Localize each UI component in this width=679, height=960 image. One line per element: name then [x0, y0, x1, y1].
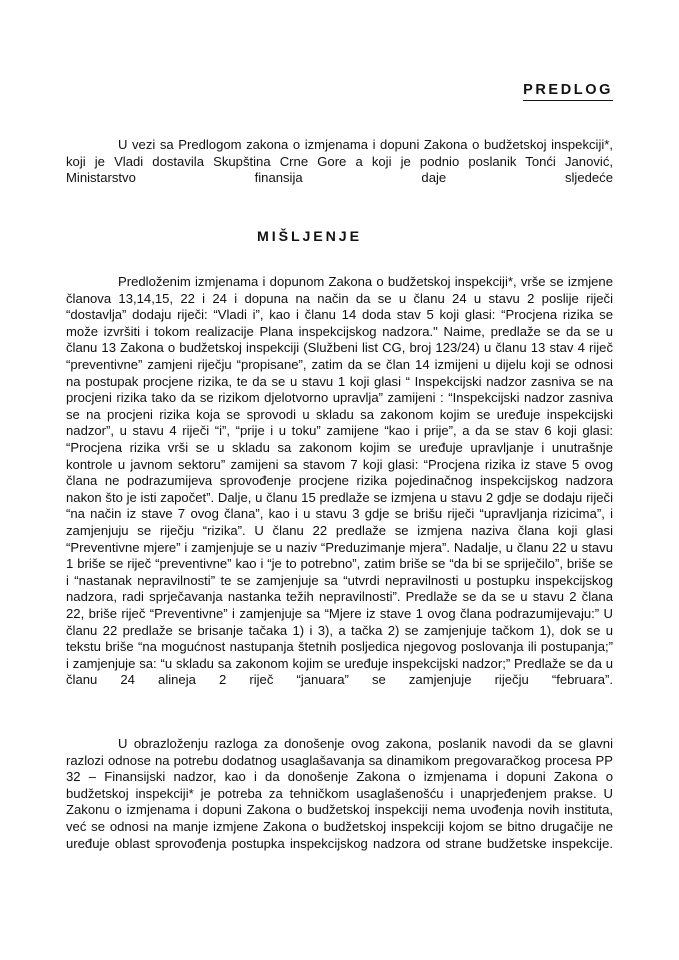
section-title-misljenje: MIŠLJENJE — [257, 229, 362, 245]
closing-paragraph: U obrazloženju razloga za donošenje ovog zakona, poslanik navodi da se glavni razlozi odnose na potrebu dodatnog usaglašavanja sa dinamikom pregovaračkog procesa PP 32 – Finansijski nadzor, kao i da donošenje Zakona o izmjenama i dopuni Zakona o budžetskoj inspekciji* je potreba za tehničkom usaglašenošću i unaprjeđenjem prakse. U Zakonu o izmjenama i dopuni Zakona o budžetskoj inspekciji nema uvođenja novih instituta, već se odnosi na manje izmjene Zakona o budžetskoj inspekciji kojom se bitno drugačije ne uređuje oblast sprovođenja postupka inspekcijskog nadzora od strane budžetske inspekcije. — [66, 736, 613, 851]
intro-paragraph: U vezi sa Predlogom zakona o izmjenama i dopuni Zakona o budžetskoj inspekciji*, koji je Vladi dostavila Skupština Crne Gore a koji je podnio poslanik Tonći Janović, Ministarstvo finansija daje sljedeće — [66, 137, 613, 186]
page-title-predlog-text: PREDLOG — [523, 81, 613, 101]
main-paragraph: Predloženim izmjenama i dopunom Zakona o budžetskoj inspekciji*, vrše se izmjene članova 13,14,15, 22 i 24 i dopuna na način da se u članu 24 u stavu 2 poslije riječi “dostavlja” dodaju riječi: “Vladi i”, kao i članu 14 doda stav 5 koji glasi: “Procjena rizika se može izvršiti i tokom realizacije Plana inspekcijskog nadzora." Naime, predlaže se da se u članu 13 Zakona o budžetskoj inspekciji (Službeni list CG, broj 123/24) u članu 13 stav 4 riječ “preventivne” zamjeni riječju “propisane”, zatim da se član 14 izmijeni u dijelu koji se odnosi na postupak procjene rizika, te da se u stavu 1 koji glasi “ Inspekcijski nadzor zasniva se na procjeni rizika tako da se rizikom djelotvorno upravlja” zamijeni : “Inspekcijski nadzor zasniva se na procjeni rizika koja se sprovodi u skladu sa zakonom kojim se uređuje inspekcijski nadzor”, u stavu 4 riječi “i”, “prije i u toku” zamijene “kao i prije”, a da se stav 6 koji glasi: “Procjena rizika vrši se u skladu sa zakonom kojim se uređuje upravljanje i unutrašnje kontrole u javnom sektoru” zamijeni sa stavom 7 koji glasi: “Procjena rizika iz stave 5 ovog člana ne podrazumijeva sprovođenje procjene rizika pojedinačnog inspekcijskog nadzora nakon što je isti započet”. Dalje, u članu 15 predlaže se izmjena u stavu 2 gdje se dodaju riječi “na način iz stave 7 ovog člana”, kao i u stavu 3 gdje se brišu riječi “upravljanja rizicima”, i zamjenjuju se riječju “rizika”. U članu 22 predlaže se izmjena naziva člana koji glasi “Preventivne mjere” i zamjenjuje se u naziv “Preduzimanje mjera”. Nadalje, u članu 22 u stavu 1 briše se riječ “preventivne” kao i “je to potrebno”, zatim briše se “da bi se spriječilo”, briše se i “nastanak nepravilnosti” te se zamjenjuje sa “utvrdi nepravilnosti u postupku inspekcijskog nadzora, radi sprječavanja nastanka težih nepravilnosti”. Predlaže se da se u stavu 2 člana 22, briše riječ “Preventivne” i zamjenjuje sa “Mjere iz stave 1 ovog člana podrazumijevaju:” U članu 22 predlaže se brisanje tačaka 1) i 3), a tačka 2) se zamjenjuje tačkom 1), dok se u tekstu briše “na mogućnost nastupanja štetnih posljedica njegovog poslovanja ili postupanja;” i zamjenjuje sa: “u skladu sa zakonom kojim se uređuje inspekcijski nadzor;” Predlaže se da u članu 24 alineja 2 riječ “januara” se zamjenjuje riječju “februara”. — [66, 274, 613, 688]
page-title-predlog — [66, 81, 613, 101]
